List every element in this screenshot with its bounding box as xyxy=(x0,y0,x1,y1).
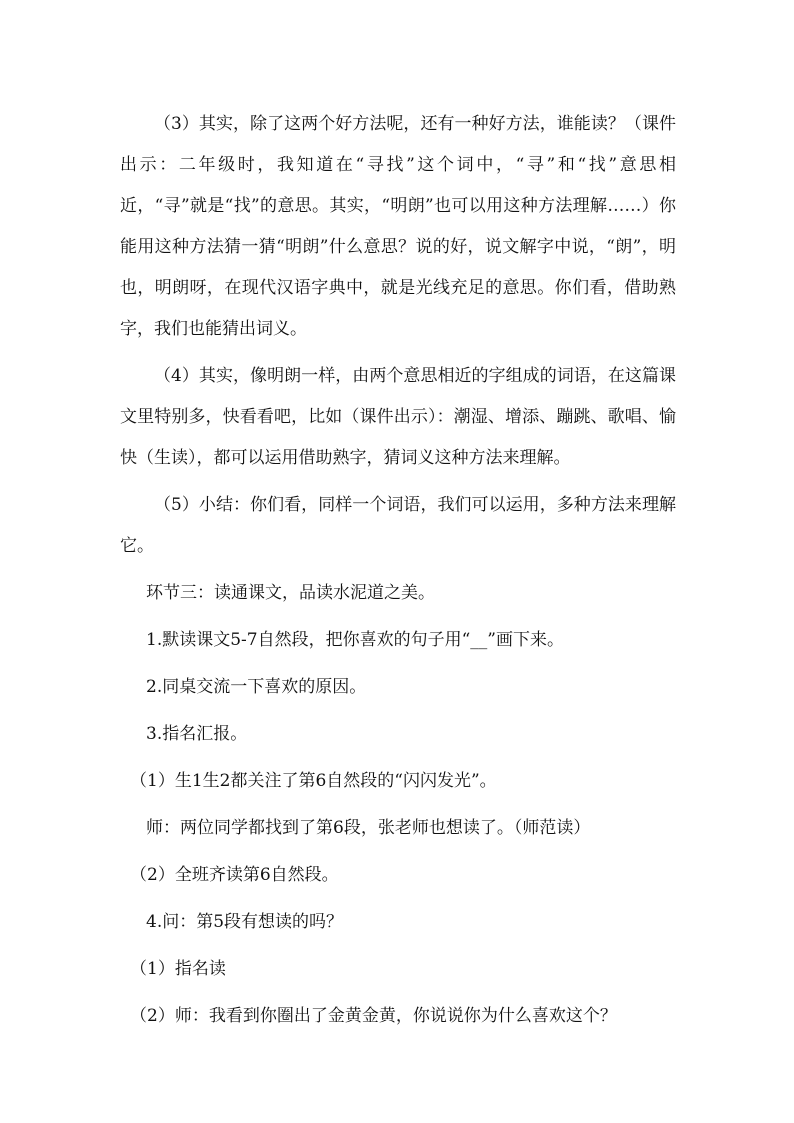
teacher-line: 师：两位同学都找到了第6段，张老师也想读了。（师范读） xyxy=(146,818,591,838)
step-subitem-4-1: （1）指名读 xyxy=(130,959,226,979)
section-heading-step3: 环节三：读通课文，品读水泥道之美。 xyxy=(146,583,435,603)
step-item-3: 3.指名汇报。 xyxy=(146,724,248,744)
step-item-4: 4.问：第5段有想读的吗？ xyxy=(146,912,344,932)
step-subitem-3-1: （1）生1生2都关注了第6自然段的“闪闪发光”。 xyxy=(130,771,497,791)
document-body xyxy=(120,104,676,1043)
step-subitem-3-2: （2）全班齐读第6自然段。 xyxy=(130,865,339,885)
paragraph-method-4: （4）其实，像明朗一样，由两个意思相近的字组成的词语，在这篇课文里特别多，快看看吧，比如（课件出示）：潮湿、增添、蹦跳、歌唱、愉快（生读），都可以运用借助熟字，猜词义这种方法来理解。 xyxy=(120,366,676,468)
step-subitem-4-2: （2）师：我看到你圈出了金黄金黄，你说说你为什么喜欢这个？ xyxy=(130,1006,617,1026)
step-item-1: 1.默读课文5-7自然段，把你喜欢的句子用“__”画下来。 xyxy=(146,630,564,650)
paragraph-summary: （5）小结：你们看，同样一个词语，我们可以运用，多种方法来理解它。 xyxy=(120,495,676,556)
paragraph-method-3: （3）其实，除了这两个好方法呢，还有一种好方法，谁能读？（课件出示：二年级时，我知道在“寻找”这个词中，“寻”和“找”意思相近，“寻”就是“找”的意思。其实，“明朗”也可以用这种方法理解……）你能用这种方法猜一猜“明朗”什么意思？说的好，说文解字中说，“朗”，明也，明朗呀，在现代汉语字典中，就是光线充足的意思。你们看，借助熟字，我们也能猜出词义。 xyxy=(120,114,676,339)
step-item-2: 2.同桌交流一下喜欢的原因。 xyxy=(146,677,367,697)
